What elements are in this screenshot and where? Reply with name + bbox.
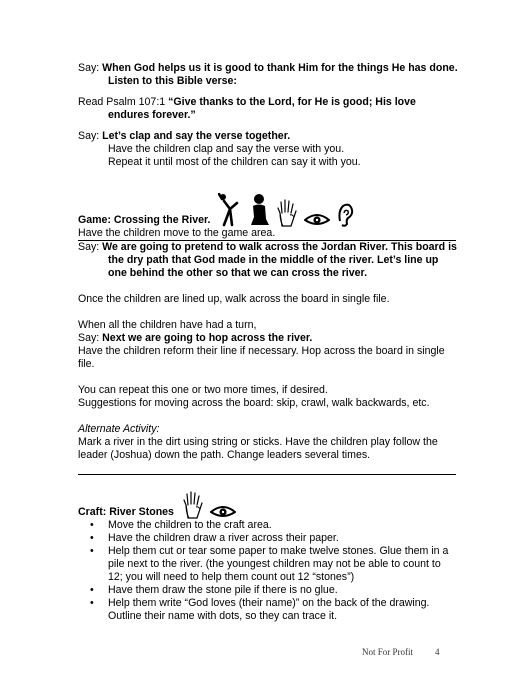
clap-instruction: Have the children clap and say the verse with you. bbox=[108, 143, 345, 155]
list-item: • Move the children to the craft area. bbox=[108, 519, 458, 532]
eye-icon bbox=[304, 213, 330, 227]
game-say-river: Say: We are going to pretend to walk across the Jordan River. This board is the dry path that God made in the middle of the river. Let’s line up one behind the other so that we can cross the river. bbox=[78, 241, 457, 279]
say-verse-intro: Say: When God helps us it is good to thank Him for the things He has done. Listen to this Bible verse: bbox=[78, 62, 458, 87]
list-item: • Help them write “God loves (their name)” on the back of the drawing. Outline their name with dots, so they can trace it. bbox=[108, 597, 458, 623]
hand-icon bbox=[182, 491, 204, 519]
game-reform: Have the children reform their line if necessary. Hop across the board in single file. bbox=[78, 345, 445, 370]
game-say-hop: Say: Next we are going to hop across the river. bbox=[78, 332, 313, 344]
craft-header bbox=[78, 479, 458, 519]
craft-title: Craft: River Stones bbox=[78, 506, 174, 518]
game-line-up: Once the children are lined up, walk across the board in single file. bbox=[78, 293, 390, 305]
alt-activity-title: Alternate Activity: bbox=[78, 423, 160, 435]
eye-icon bbox=[210, 505, 236, 519]
game-title: Game: Crossing the River. bbox=[78, 214, 211, 226]
document-page bbox=[78, 62, 458, 623]
read-psalm: Read Psalm 107:1 “Give thanks to the Lord, for He is good; His love endures forever.” bbox=[78, 96, 416, 121]
list-item: • Help them cut or tear some paper to make twelve stones. Glue them in a pile next to the river. (the youngest children may not be able to count to 12; you will need to help them count out 12 “stones”) bbox=[108, 545, 458, 584]
game-icons bbox=[218, 193, 354, 227]
game-repeat: You can repeat this one or two more times, if desired. bbox=[78, 384, 328, 396]
kneeling-child-icon bbox=[248, 193, 270, 227]
craft-icons bbox=[182, 491, 236, 519]
say-clap: Say: Let’s clap and say the verse together. bbox=[78, 130, 291, 142]
game-turns: When all the children have had a turn, bbox=[78, 319, 257, 331]
page-number: 4 bbox=[435, 647, 440, 657]
list-item: • Have them draw the stone pile if there is no glue. bbox=[108, 584, 458, 597]
footer-text: Not For Profit bbox=[362, 647, 414, 657]
alt-activity-text: Mark a river in the dirt using string or sticks. Have the children play follow the leader (Joshua) down the path. Change leaders several times. bbox=[78, 436, 438, 461]
ear-icon bbox=[336, 203, 354, 227]
stretching-figure-icon bbox=[218, 193, 242, 227]
repeat-instruction: Repeat it until most of the children can say it with you. bbox=[108, 156, 361, 168]
hand-icon bbox=[276, 199, 298, 227]
page-footer bbox=[362, 646, 440, 659]
list-item: • Have the children draw a river across their paper. bbox=[108, 532, 458, 545]
craft-steps bbox=[78, 519, 458, 623]
game-header bbox=[78, 187, 458, 227]
game-suggestions: Suggestions for moving across the board: skip, crawl, walk backwards, etc. bbox=[78, 397, 430, 409]
game-intro: Have the children move to the game area. bbox=[78, 227, 458, 241]
